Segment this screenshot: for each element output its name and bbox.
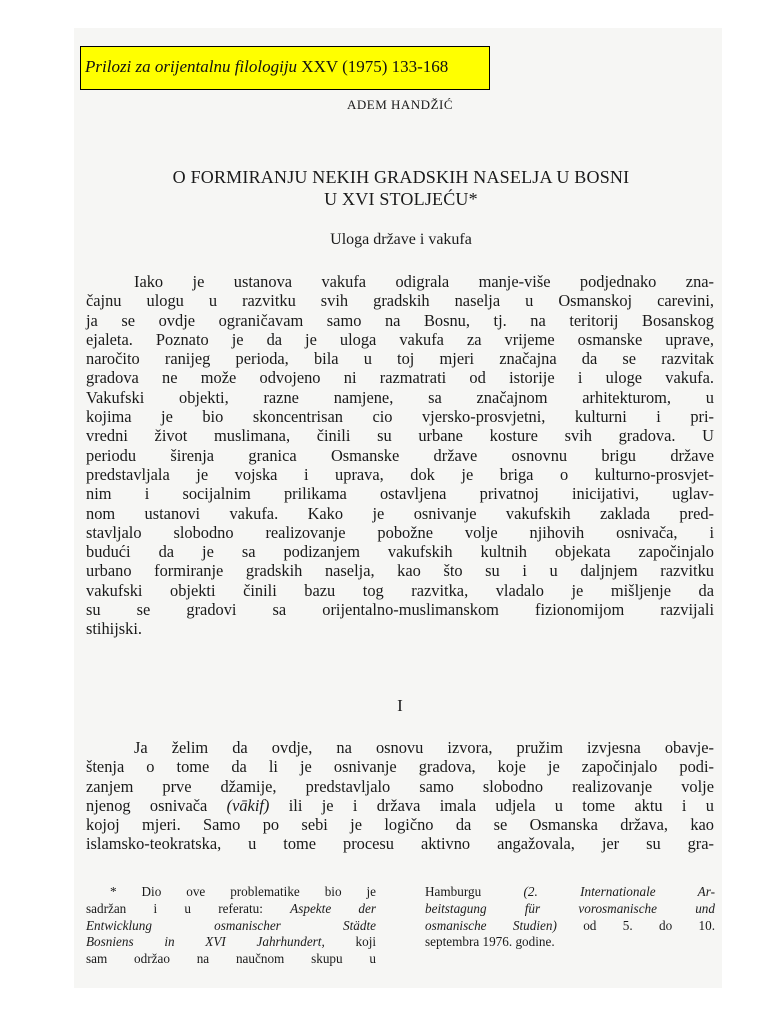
- text-segment: koji: [355, 934, 377, 950]
- text-line: Ja želim da ovdje, na osnovu izvora, pružim izvjesna obavje-: [134, 738, 714, 757]
- text-line: ejaleta. Poznato je da je uloga vakufa za vrijeme osmanske uprave,: [86, 329, 714, 349]
- text-line: stihijski.: [86, 619, 143, 639]
- text-line: naročito ranijeg perioda, bila u toj mjeri značajna da se razvitak: [86, 349, 714, 369]
- italic-title: Bosniens in XVI Jahrhundert,: [86, 934, 325, 950]
- footnote-line: [86, 901, 376, 918]
- author-name: ADEM HANDŽIĆ: [346, 97, 454, 112]
- article-subtitle: Uloga države i vakufa: [330, 231, 472, 248]
- footnote-line: * Dio ove problematike bio je: [110, 884, 376, 899]
- paragraph-1: [86, 272, 714, 639]
- text-line: čajnu ulogu u razvitku svih gradskih naselja u Osmanskoj carevini,: [86, 291, 714, 311]
- text-segment: sadržan i u referatu:: [86, 900, 263, 916]
- text-line: nim i socijalnim prilikama ostavljena privatnoj inicijativi, uglav-: [86, 484, 714, 504]
- text-line: kojima je bio skoncentrisan cio vjersko-prosvjetni, kulturni i pri-: [86, 407, 714, 427]
- text-line: ja se ovdje ograničavam samo na Bosnu, tj. na teritorij Bosanskog: [86, 310, 714, 330]
- italic-title: Aspekte der: [290, 900, 376, 916]
- section-heading: I: [397, 696, 403, 715]
- title-line-2: U XVI STOLJEĆU*: [324, 189, 478, 209]
- italic-title: Entwicklung osmanischer Städte: [86, 917, 376, 933]
- italic-title: beitstagung für vorosmanische und: [425, 900, 715, 916]
- footnote-line: [425, 918, 715, 935]
- text-line: Vakufski objekti, razne namjene, sa značajnom arhitekturom, u: [86, 387, 714, 407]
- text-line: periodu širenja granica Osmanske države osnovnu brigu države: [86, 445, 714, 465]
- paragraph-2: [86, 738, 714, 854]
- italic-title: (2. Internationale Ar-: [523, 884, 715, 899]
- footnote-line: [86, 918, 376, 935]
- text-line: zanjem prve džamije, predstavljalo samo slobodno realizovanje volje: [86, 776, 714, 796]
- footnote-line: sam održao na naučnom skupu u: [86, 951, 376, 967]
- text-line: su se gradovi sa orijentalno-muslimanskom fizionomijom razvijali: [86, 600, 714, 620]
- text-line: [86, 796, 714, 815]
- article-title: [86, 166, 716, 210]
- footnote-right-column: [425, 884, 715, 951]
- text-segment: Hamburgu: [425, 884, 482, 899]
- volume-info: XXV (1975) 133-168: [301, 57, 449, 76]
- text-line: nom ustanovi vakufa. Kako je osnivanje vakufskih zaklada pred-: [86, 503, 714, 523]
- text-line: Iako je ustanova vakufa odigrala manje-više podjednako zna-: [134, 272, 714, 291]
- italic-title: osmanische Studien): [425, 917, 557, 933]
- text-line: gradova ne može odvojeno ni razmatrati od istorije i uloge vakufa.: [86, 368, 714, 388]
- text-line: islamsko-teokratska, u tome procesu aktivno angažovala, jer su gra-: [86, 834, 714, 854]
- footnote-line: [425, 884, 715, 901]
- text-line: štenja o tome da li je osnivanje gradova, koje je započinjalo podi-: [86, 757, 714, 777]
- footnote-line: [425, 901, 715, 918]
- text-segment: njenog osnivača: [86, 795, 208, 815]
- text-line: vredni život muslimana, činili su urbane kosture svih gradova. U: [86, 426, 714, 446]
- text-line: urbano formiranje gradskih naselja, kao što su i u daljnjem razvitku: [86, 561, 714, 581]
- text-line: vakufski objekti činili bazu tog razvitka, vladalo je mišljenje da: [86, 580, 714, 600]
- text-line: stavljalo slobodno realizovanje pobožne volje njihovih osnivača, i: [86, 522, 714, 542]
- footnote-line: septembra 1976. godine.: [425, 934, 555, 950]
- text-line: kojoj mjeri. Samo po sebi je logično da se Osmanska država, kao: [86, 815, 714, 835]
- text-line: budući da je sa podizanjem vakufskih kultnih objekata započinjalo: [86, 542, 714, 562]
- title-line-1: O FORMIRANJU NEKIH GRADSKIH NASELJA U BOSNI: [172, 167, 630, 187]
- footnote-line: [86, 934, 376, 951]
- text-segment: od 5. do 10.: [583, 917, 716, 933]
- italic-term: (vākif): [226, 795, 270, 815]
- journal-name: Prilozi za orijentalnu filologiju: [85, 57, 298, 76]
- text-line: predstavljala je vojska i uprava, dok je briga o kulturno-prosvjet-: [86, 464, 714, 484]
- citation-box: [80, 46, 490, 90]
- footnote-left-column: [86, 884, 376, 968]
- text-segment: ili je i država imala udjela u tome aktu i u: [288, 795, 714, 815]
